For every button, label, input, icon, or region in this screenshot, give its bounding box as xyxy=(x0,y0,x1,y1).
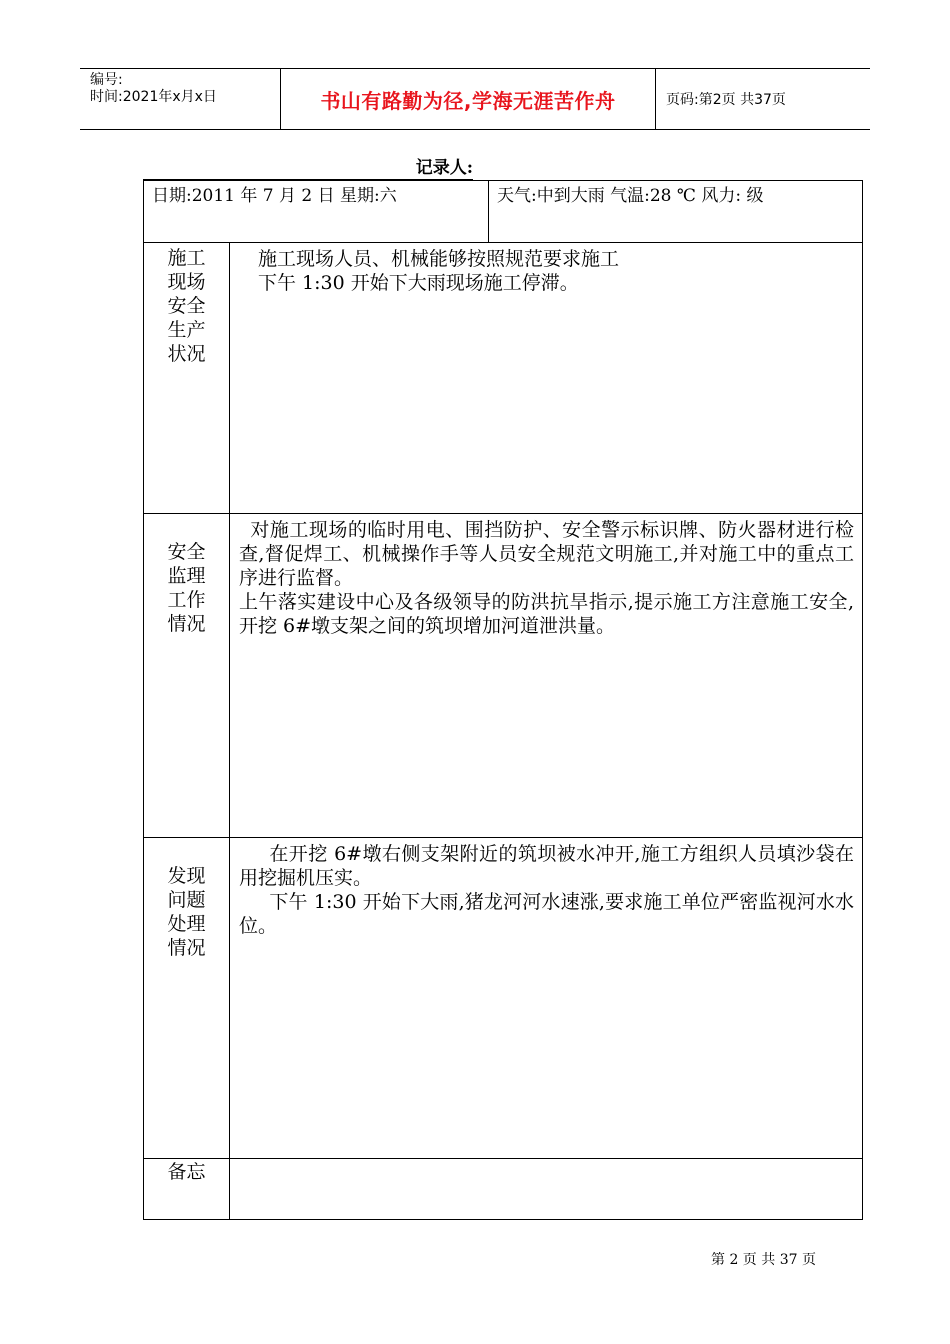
section-label-cell xyxy=(144,514,230,838)
section-content xyxy=(230,514,862,638)
header-page-info: 页码:第2页 共37页 xyxy=(666,92,786,108)
content-line: 下午 1:30 开始下大雨,猪龙河河水速涨,要求施工单位严密监视河水水位。 xyxy=(239,891,854,937)
date-label: 时间:2021年x月x日 xyxy=(90,89,217,105)
memo-row xyxy=(144,1159,863,1220)
motto: 书山有路勤为径,学海无涯苦作舟 xyxy=(281,69,656,129)
weather-text: 天气:中到大雨 气温:28 ℃ 风力: 级 xyxy=(497,186,764,206)
section-row xyxy=(144,243,863,514)
weather-cell xyxy=(489,181,863,243)
page-header xyxy=(80,68,870,130)
recorder-label: 记录人: xyxy=(143,157,473,180)
memo-label-cell xyxy=(144,1159,230,1220)
date-cell xyxy=(144,181,489,243)
supervision-log-table xyxy=(143,180,863,1220)
section-content-cell xyxy=(230,838,863,1159)
section-label: 安全监理工作情况 xyxy=(167,541,206,635)
date-text: 日期:2011 年 7 月 2 日 星期:六 xyxy=(152,186,397,206)
section-row xyxy=(144,838,863,1159)
section-content-cell xyxy=(230,243,863,514)
memo-content-cell xyxy=(230,1159,863,1220)
content-line: 在开挖 6#墩右侧支架附近的筑坝被水冲开,施工方组织人员填沙袋在用挖掘机压实。 xyxy=(239,843,854,889)
section-label: 施工现场安全生产状况 xyxy=(167,247,206,365)
page-footer: 第 2 页 共 37 页 xyxy=(711,1252,816,1268)
info-row xyxy=(144,181,863,243)
header-meta xyxy=(80,69,281,129)
section-label: 发现问题处理情况 xyxy=(167,865,206,959)
content-line: 上午落实建设中心及各级领导的防洪抗旱指示,提示施工方注意施工安全,开挖 6#墩支架之间的筑坝增加河道泄洪量。 xyxy=(239,591,854,637)
section-label-cell xyxy=(144,243,230,514)
section-content xyxy=(230,838,862,938)
section-label-cell xyxy=(144,838,230,1159)
content-line: 对施工现场的临时用电、围挡防护、安全警示标识牌、防火器材进行检查,督促焊工、机械操作手等人员安全规范文明施工,并对施工中的重点工序进行监督。 xyxy=(239,519,854,589)
content-line: 施工现场人员、机械能够按照规范要求施工 xyxy=(258,248,620,270)
memo-label: 备忘 xyxy=(167,1161,206,1183)
number-label: 编号: xyxy=(90,72,123,88)
section-content-cell xyxy=(230,514,863,838)
content-line: 下午 1:30 开始下大雨现场施工停滞。 xyxy=(258,272,579,294)
section-content xyxy=(230,243,862,295)
section-row xyxy=(144,514,863,838)
